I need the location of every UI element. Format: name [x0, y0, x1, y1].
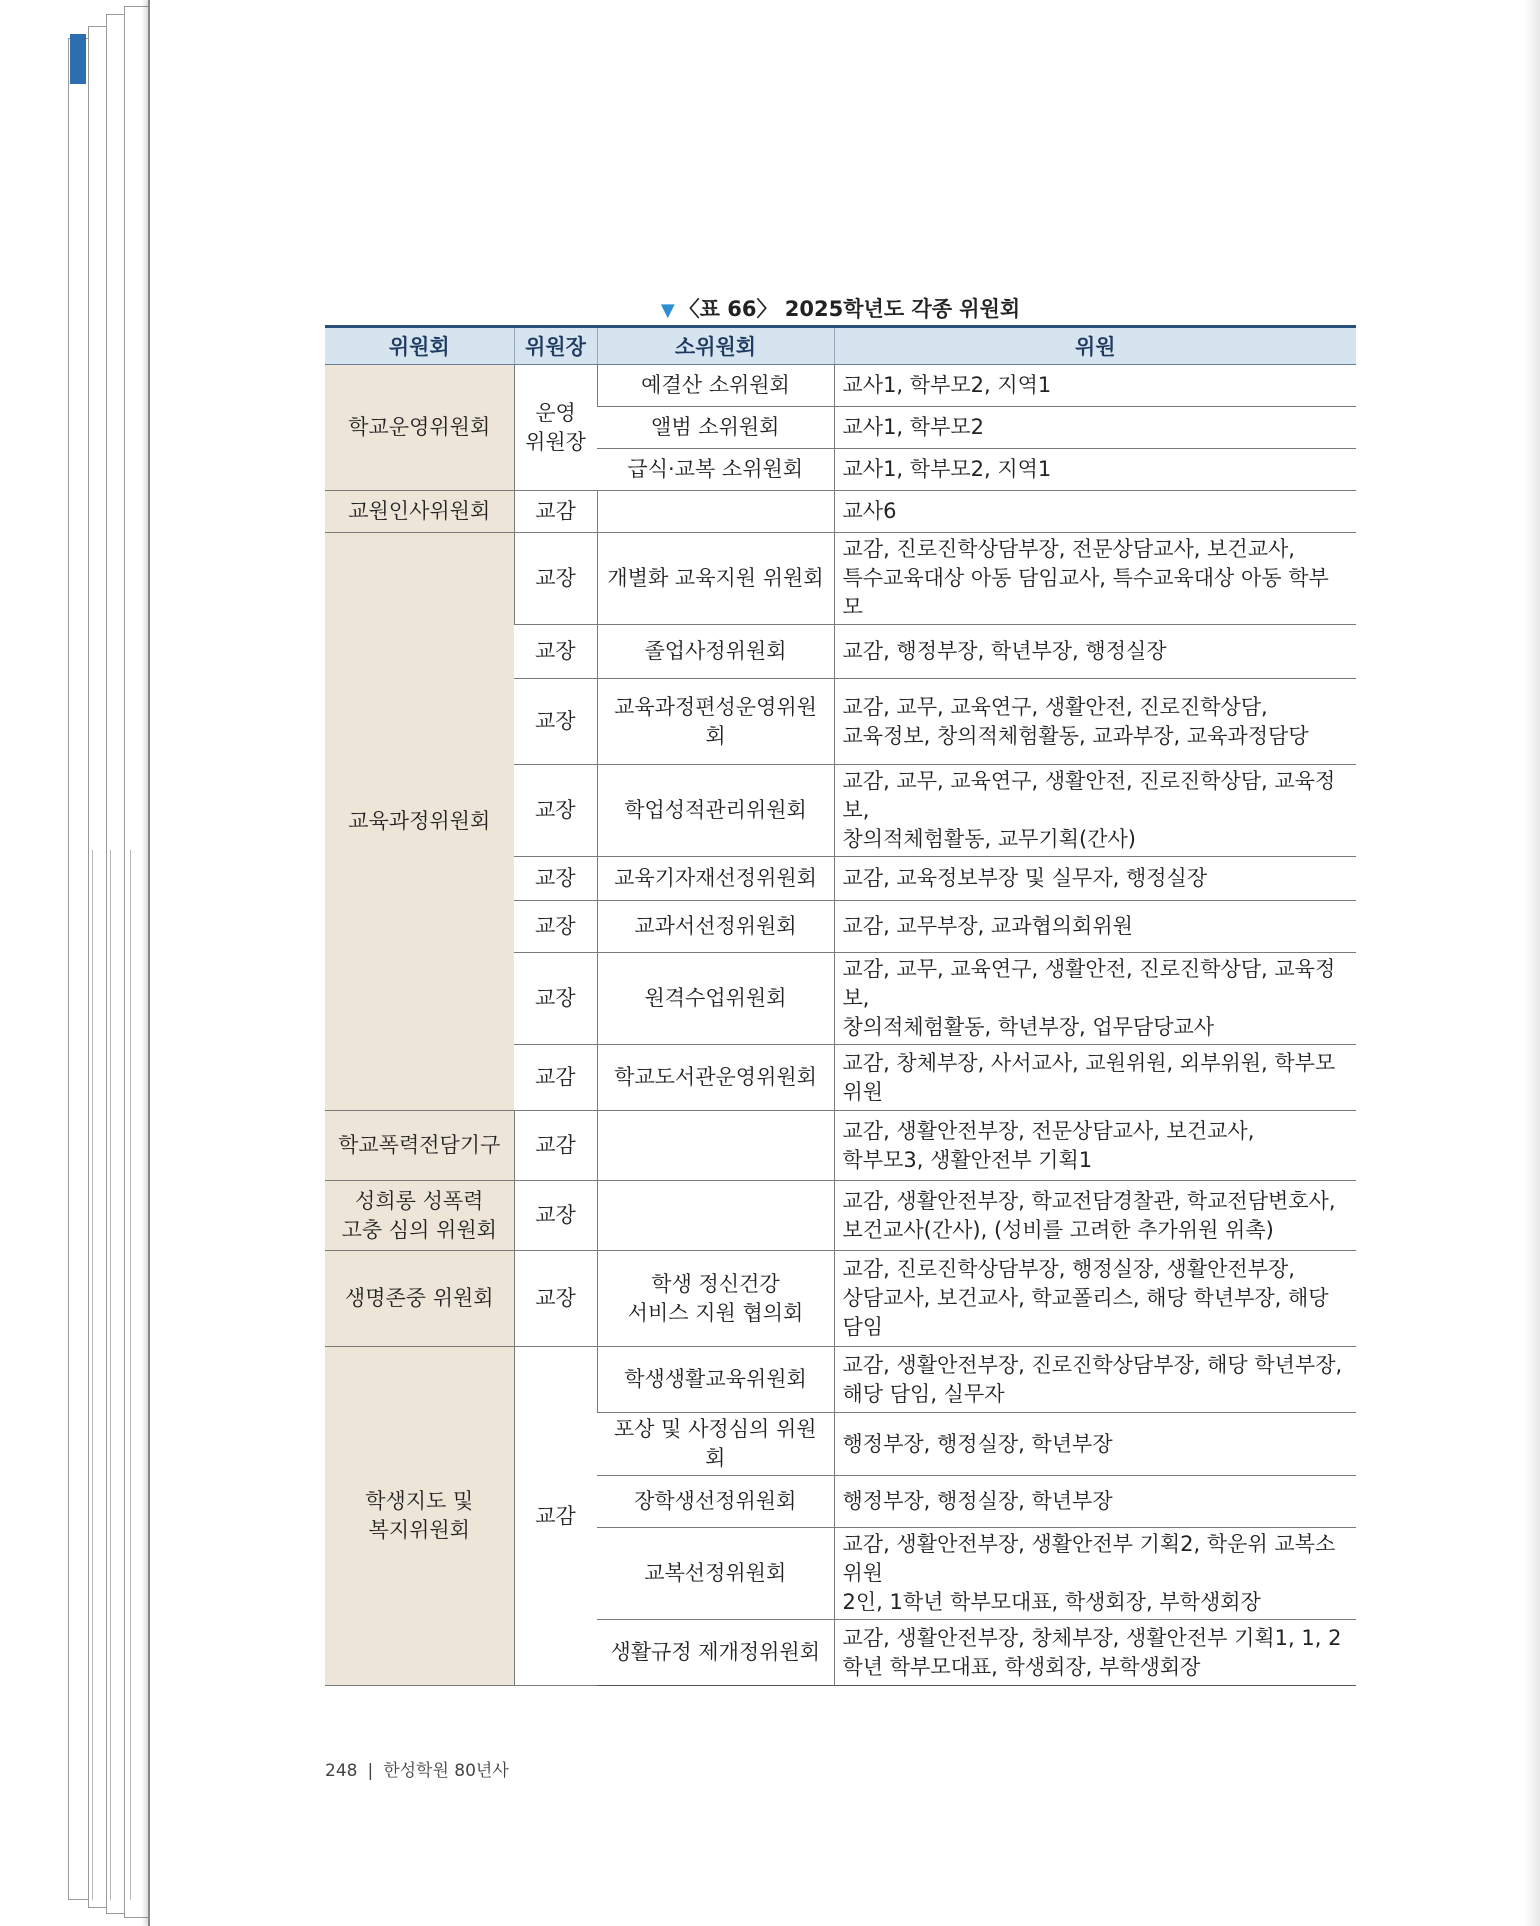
chair-cell: 교감: [514, 1347, 597, 1686]
table-caption: [325, 293, 1356, 323]
table-row: [325, 491, 1356, 533]
chair-cell: 운영 위원장: [514, 365, 597, 491]
committee-cell: 교원인사위원회: [325, 491, 514, 533]
subcommittee-cell: 학교도서관운영위원회: [597, 1045, 834, 1111]
committee-table: [325, 325, 1356, 1686]
subcommittee-cell: [597, 491, 834, 533]
table-row: [325, 533, 1356, 625]
chair-cell: 교감: [514, 1045, 597, 1111]
chair-cell: 교감: [514, 1111, 597, 1181]
subcommittee-cell: 생활규정 제개정위원회: [597, 1620, 834, 1686]
members-cell: 교감, 행정부장, 학년부장, 행정실장: [834, 625, 1356, 679]
book-title: 한성학원 80년사: [383, 1761, 509, 1781]
subcommittee-cell: 앨범 소위원회: [597, 407, 834, 449]
subcommittee-cell: [597, 1111, 834, 1181]
chapter-tab-marker: [70, 34, 86, 84]
header-committee: 위원회: [325, 327, 514, 365]
subcommittee-cell: 장학생선정위원회: [597, 1476, 834, 1528]
table-row: [325, 1111, 1356, 1181]
members-cell: 교사1, 학부모2: [834, 407, 1356, 449]
table-row: [325, 1181, 1356, 1251]
committee-cell: 학교운영위원회: [325, 365, 514, 491]
table-header-row: [325, 327, 1356, 365]
header-subcommittee: 소위원회: [597, 327, 834, 365]
committee-cell: 학교폭력전담기구: [325, 1111, 514, 1181]
members-cell: 교감, 생활안전부장, 전문상담교사, 보건교사, 학부모3, 생활안전부 기획1: [834, 1111, 1356, 1181]
table-row: [325, 365, 1356, 407]
header-members: 위원: [834, 327, 1356, 365]
members-cell: 행정부장, 행정실장, 학년부장: [834, 1413, 1356, 1476]
subcommittee-cell: 학업성적관리위원회: [597, 765, 834, 857]
subcommittee-cell: 포상 및 사정심의 위원회: [597, 1413, 834, 1476]
subcommittee-cell: 교복선정위원회: [597, 1528, 834, 1620]
subcommittee-cell: 원격수업위원회: [597, 953, 834, 1045]
chair-cell: 교장: [514, 625, 597, 679]
chair-cell: 교장: [514, 765, 597, 857]
members-cell: 교감, 교무, 교육연구, 생활안전, 진로진학상담, 교육정보, 창의적체험활동, 교과부장, 교육과정담당: [834, 679, 1356, 765]
subcommittee-cell: 학생 정신건강 서비스 지원 협의회: [597, 1251, 834, 1347]
committee-cell: 생명존중 위원회: [325, 1251, 514, 1347]
subcommittee-cell: [597, 1181, 834, 1251]
subcommittee-cell: 학생생활교육위원회: [597, 1347, 834, 1413]
committee-cell: 교육과정위원회: [325, 533, 514, 1111]
members-cell: 행정부장, 행정실장, 학년부장: [834, 1476, 1356, 1528]
header-chair: 위원장: [514, 327, 597, 365]
subcommittee-cell: 교육과정편성운영위원회: [597, 679, 834, 765]
members-cell: 교감, 교무부장, 교과협의회위원: [834, 901, 1356, 953]
subcommittee-cell: 예결산 소위원회: [597, 365, 834, 407]
members-cell: 교감, 진로진학상담부장, 행정실장, 생활안전부장, 상담교사, 보건교사, 학교폴리스, 해당 학년부장, 해당 담임: [834, 1251, 1356, 1347]
members-cell: 교감, 교무, 교육연구, 생활안전, 진로진학상담, 교육정보, 창의적체험활동, 학년부장, 업무담당교사: [834, 953, 1356, 1045]
members-cell: 교감, 교무, 교육연구, 생활안전, 진로진학상담, 교육정보, 창의적체험활동, 교무기획(간사): [834, 765, 1356, 857]
members-cell: 교사1, 학부모2, 지역1: [834, 365, 1356, 407]
members-cell: 교감, 생활안전부장, 진로진학상담부장, 해당 학년부장, 해당 담임, 실무자: [834, 1347, 1356, 1413]
chair-cell: 교장: [514, 533, 597, 625]
chair-cell: 교장: [514, 1251, 597, 1347]
page-stack-line: [110, 850, 111, 1900]
page-stack-line: [92, 850, 93, 1900]
members-cell: 교감, 생활안전부장, 창체부장, 생활안전부 기획1, 1, 2 학년 학부모대표, 학생회장, 부학생회장: [834, 1620, 1356, 1686]
chair-cell: 교장: [514, 901, 597, 953]
chair-cell: 교감: [514, 491, 597, 533]
members-cell: 교감, 생활안전부장, 생활안전부 기획2, 학운위 교복소위원 2인, 1학년 학부모대표, 학생회장, 부학생회장: [834, 1528, 1356, 1620]
table-row: [325, 1251, 1356, 1347]
subcommittee-cell: 급식·교복 소위원회: [597, 449, 834, 491]
triangle-marker-icon: ▼: [660, 300, 675, 321]
committee-cell: 학생지도 및 복지위원회: [325, 1347, 514, 1686]
chair-cell: 교장: [514, 857, 597, 901]
members-cell: 교감, 교육정보부장 및 실무자, 행정실장: [834, 857, 1356, 901]
footer-separator: |: [367, 1761, 374, 1781]
table-title: 〈표 66〉 2025학년도 각종 위원회: [678, 297, 1021, 321]
subcommittee-cell: 졸업사정위원회: [597, 625, 834, 679]
members-cell: 교사1, 학부모2, 지역1: [834, 449, 1356, 491]
members-cell: 교사6: [834, 491, 1356, 533]
chair-cell: 교장: [514, 1181, 597, 1251]
table-row: [325, 1347, 1356, 1413]
subcommittee-cell: 개별화 교육지원 위원회: [597, 533, 834, 625]
committee-cell: 성희롱 성폭력 고충 심의 위원회: [325, 1181, 514, 1251]
page-footer: [325, 1756, 509, 1781]
page-number: 248: [325, 1761, 358, 1781]
members-cell: 교감, 창체부장, 사서교사, 교원위원, 외부위원, 학부모 위원: [834, 1045, 1356, 1111]
subcommittee-cell: 교과서선정위원회: [597, 901, 834, 953]
chair-cell: 교장: [514, 679, 597, 765]
members-cell: 교감, 진로진학상담부장, 전문상담교사, 보건교사, 특수교육대상 아동 담임교사, 특수교육대상 아동 학부모: [834, 533, 1356, 625]
subcommittee-cell: 교육기자재선정위원회: [597, 857, 834, 901]
page-gutter-shadow: [1524, 0, 1540, 1926]
page-stack-line: [130, 850, 131, 1900]
chair-cell: 교장: [514, 953, 597, 1045]
members-cell: 교감, 생활안전부장, 학교전담경찰관, 학교전담변호사, 보건교사(간사), (성비를 고려한 추가위원 위촉): [834, 1181, 1356, 1251]
